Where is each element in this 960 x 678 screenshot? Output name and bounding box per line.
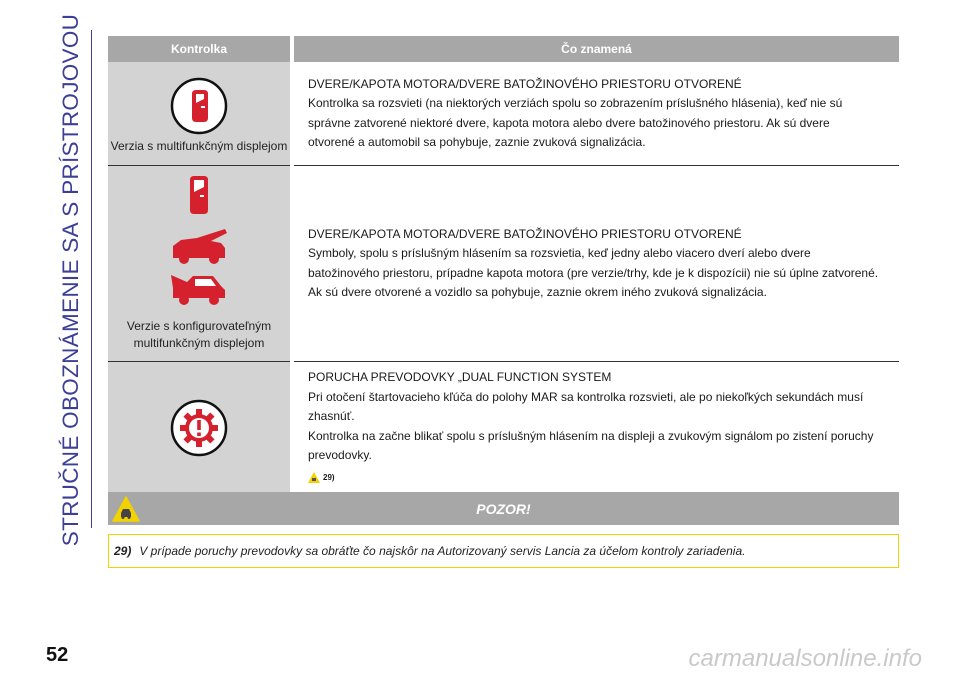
icon-label: Verzie s konfigurovateľným multifunkčným displejom — [126, 319, 272, 350]
note-reference: 29) — [308, 468, 899, 488]
side-chapter-title: STRUČNÉ OBOZNÁMENIE SA S PRÍSTROJOVOU — [58, 13, 83, 547]
warning-title: POZOR! — [476, 500, 531, 517]
meaning-cell: DVERE/KAPOTA MOTORA/DVERE BATOŽINOVÉHO PRIESTORU OTVORENÉ Kontrolka sa rozsvieti (na niektorých verziách spolu so zobrazením príslušného hlásenia), keď nie sú správne zatvorené niektoré dvere, kapota motora alebo dvere batožinového priestoru. Ak sú dvere otvorené a automobil sa pohybuje, zaznie zvuková signalizácia. — [292, 62, 899, 166]
caution-triangle-icon — [308, 472, 320, 483]
note-number: 29) — [114, 544, 132, 558]
hood-open-icon — [167, 228, 231, 266]
door-open-icon — [187, 175, 211, 215]
table-row — [108, 62, 899, 166]
page-number: 52 — [46, 644, 69, 666]
header-kontrolka: Kontrolka — [108, 36, 292, 62]
warning-lights-table — [108, 36, 899, 494]
gearbox-fault-icon — [168, 397, 230, 459]
door-open-warning-icon — [168, 75, 230, 137]
watermark-text: carmanualsonline.info — [688, 645, 922, 672]
side-divider — [91, 30, 92, 528]
icon-cell — [108, 362, 292, 494]
icon-cell — [108, 166, 292, 362]
trunk-open-icon — [167, 270, 231, 308]
meaning-cell: PORUCHA PREVODOVKY „DUAL FUNCTION SYSTEM Pri otočení štartovacieho kľúča do polohy MAR sa kontrolka rozsvieti, ale po niekoľkých sekundách musí zhasnúť. Kontrolka na začne blikať spolu s príslušným hlásením na displeji a zvukovým signálom po zistení poruchy prevodovky. 29) — [292, 362, 899, 494]
warning-header — [108, 492, 899, 525]
table-row — [108, 166, 899, 362]
icon-cell — [108, 62, 292, 166]
note-text: V prípade poruchy prevodovky sa obráťte čo najskôr na Autorizovaný servis Lancia za účelom kontroly zariadenia. — [139, 544, 746, 558]
warning-note — [108, 534, 899, 568]
meaning-cell: DVERE/KAPOTA MOTORA/DVERE BATOŽINOVÉHO PRIESTORU OTVORENÉ Symboly, spolu s príslušným hlásením sa rozsvietia, keď jedny alebo viacero dverí alebo dvere batožinového priestoru, prípadne kapota motora (pre verzie/trhy, kde je k dispozícii) nie sú úplne zatvorené. Ak sú dvere otvorené a vozidlo sa pohybuje, zaznie okrem iného zvuková signalizácia. — [292, 166, 899, 362]
warning-car-triangle-icon — [112, 496, 140, 522]
icon-label: Verzia s multifunkčným displejom — [110, 138, 288, 153]
table-row — [108, 362, 899, 494]
table-header-row — [108, 36, 899, 62]
header-co-znamena: Čo znamená — [292, 36, 899, 62]
